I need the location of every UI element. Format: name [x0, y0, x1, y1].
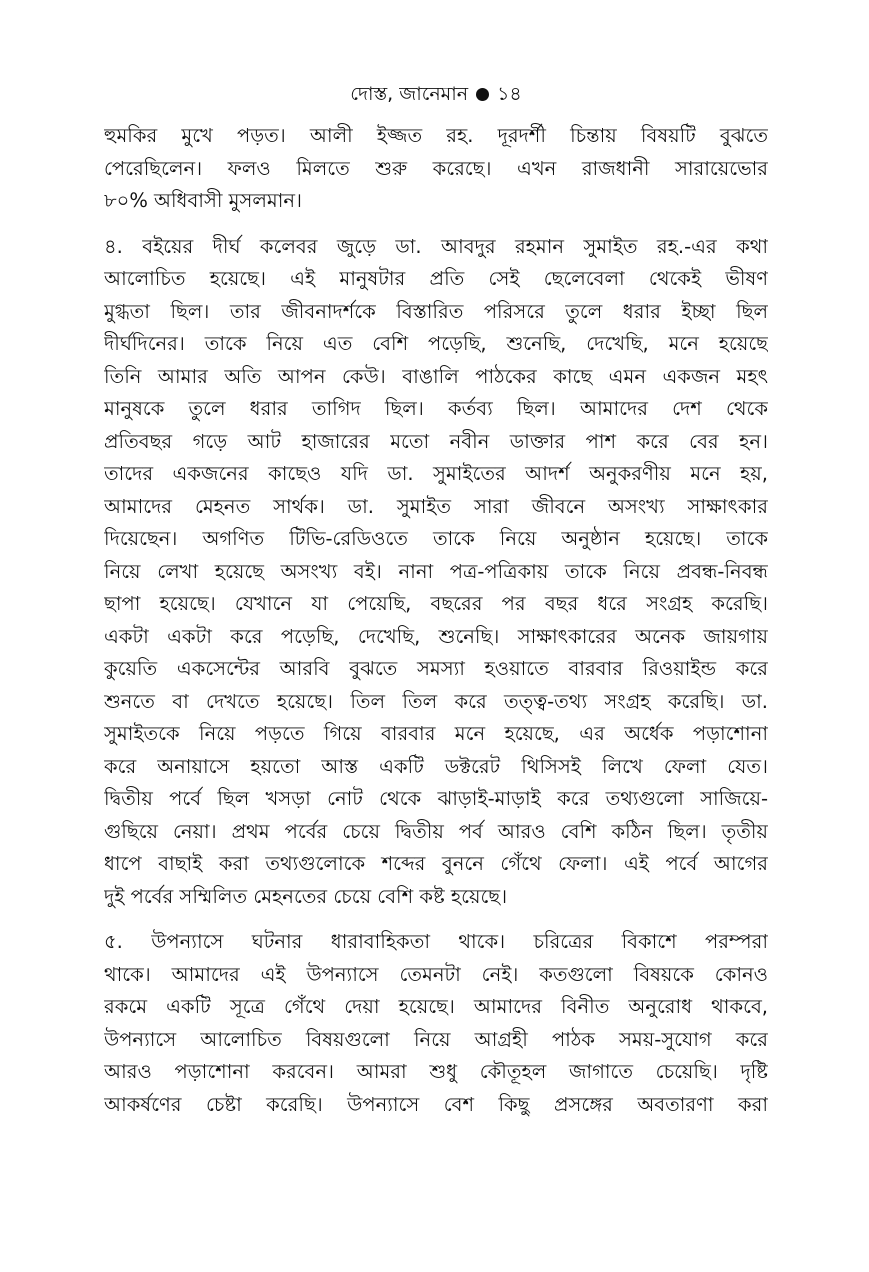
text-line: হুমকির মুখে পড়ত। আলী ইজ্জত রহ. দূরদর্শী চিন্তায় বিষয়টি বুঝতে: [104, 124, 768, 147]
book-page: [104, 0, 768, 1272]
text-line: দিয়েছেন। অগণিত টিভি-রেডিওতে তাকে নিয়ে অনুষ্ঠান হয়েছে। তাকে: [104, 527, 768, 550]
text-line: দীর্ঘদিনের। তাকে নিয়ে এত বেশি পড়েছি, শুনেছি, দেখেছি, মনে হয়েছে: [104, 332, 768, 355]
text-line: ৮০% অধিবাসী মুসলমান।: [104, 189, 302, 212]
text-line: প্রতিবছর গড়ে আট হাজারের মতো নবীন ডাক্তার পাশ করে বের হন।: [104, 429, 768, 453]
text-line: একটা একটা করে পড়েছি, দেখেছি, শুনেছি। সাক্ষাৎকারের অনেক জায়গায়: [104, 624, 768, 648]
text-line: সুমাইতকে নিয়ে পড়তে গিয়ে বারবার মনে হয়েছে, এর অর্ধেক পড়াশোনা: [104, 722, 768, 745]
text-line: আলোচিত হয়েছে। এই মানুষটার প্রতি সেই ছেলেবেলা থেকেই ভীষণ: [104, 267, 768, 290]
text-line: রকমে একটি সূত্রে গেঁথে দেয়া হয়েছে। আমাদের বিনীত অনুরোধ থাকবে,: [104, 995, 768, 1018]
text-line: ধাপে বাছাই করা তথ্যগুলোকে শব্দের বুননে গেঁথে ফেলা। এই পর্বে আগের: [104, 852, 768, 875]
text-line: তিনি আমার অতি আপন কেউ। বাঙালি পাঠকের কাছে এমন একজন মহৎ: [104, 364, 768, 388]
page-number: ১৪: [497, 83, 522, 105]
book-title: দোস্ত, জানেমান: [350, 83, 469, 105]
bullet-separator-icon: [476, 88, 489, 101]
text-line: তাদের একজনের কাছেও যদি ডা. সুমাইতের আদর্শ অনুকরণীয় মনে হয়,: [104, 462, 768, 485]
text-line: ছাপা হয়েছে। যেখানে যা পেয়েছি, বছরের পর বছর ধরে সংগ্রহ করেছি।: [104, 592, 768, 615]
body-text: [104, 120, 768, 1121]
text-line: পেরেছিলেন। ফলও মিলতে শুরু করেছে। এখন রাজধানী সারায়েভোর: [104, 156, 768, 180]
text-line: ৫. উপন্যাসে ঘটনার ধারাবাহিকতা থাকে। চরিত্রের বিকাশে পরম্পরা: [104, 930, 768, 953]
text-line: উপন্যাসে আলোচিত বিষয়গুলো নিয়ে আগ্রহী পাঠক সময়-সুযোগ করে: [104, 1027, 768, 1051]
running-head: [104, 80, 768, 108]
text-line: দ্বিতীয় পর্বে ছিল খসড়া নোট থেকে ঝাড়াই-মাড়াই করে তথ্যগুলো সাজিয়ে-: [104, 787, 768, 810]
text-line: মানুষকে তুলে ধরার তাগিদ ছিল। কর্তব্য ছিল। আমাদের দেশ থেকে: [104, 397, 768, 420]
text-line: আরও পড়াশোনা করবেন। আমরা শুধু কৌতূহল জাগাতে চেয়েছি। দৃষ্টি: [104, 1060, 768, 1083]
text-line: শুনতে বা দেখতে হয়েছে। তিল তিল করে তত্ত্ব-তথ্য সংগ্রহ করেছি। ডা.: [104, 689, 768, 713]
text-line: আকর্ষণের চেষ্টা করেছি। উপন্যাসে বেশ কিছু প্রসঙ্গের অবতারণা করা: [104, 1092, 768, 1116]
text-line: নিয়ে লেখা হয়েছে অসংখ্য বই। নানা পত্র-পত্রিকায় তাকে নিয়ে প্রবন্ধ-নিবন্ধ: [104, 559, 768, 583]
text-line: করে অনায়াসে হয়তো আস্ত একটি ডক্টরেট থিসিসই লিখে ফেলা যেত।: [104, 754, 768, 778]
paragraph-2: [104, 231, 768, 914]
text-line: ৪. বইয়ের দীর্ঘ কলেবর জুড়ে ডা. আবদুর রহমান সুমাইত রহ.-এর কথা: [104, 234, 768, 258]
paragraph-1: [104, 120, 768, 218]
text-line: মুগ্ধতা ছিল। তার জীবনাদর্শকে বিস্তারিত পরিসরে তুলে ধরার ইচ্ছা ছিল: [104, 299, 768, 323]
text-line: দুই পর্বের সম্মিলিত মেহনতের চেয়ে বেশি কষ্ট হয়েছে।: [104, 884, 508, 908]
text-line: আমাদের মেহনত সার্থক। ডা. সুমাইত সারা জীবনে অসংখ্য সাক্ষাৎকার: [104, 494, 768, 518]
text-line: গুছিয়ে নেয়া। প্রথম পর্বের চেয়ে দ্বিতীয় পর্ব আরও বেশি কঠিন ছিল। তৃতীয়: [104, 819, 768, 843]
text-line: কুয়েতি একসেন্টের আরবি বুঝতে সমস্যা হওয়াতে বারবার রিওয়াইন্ড করে: [104, 657, 768, 680]
paragraph-3: [104, 926, 768, 1121]
text-line: থাকে। আমাদের এই উপন্যাসে তেমনটা নেই। কতগুলো বিষয়কে কোনও: [104, 962, 768, 986]
